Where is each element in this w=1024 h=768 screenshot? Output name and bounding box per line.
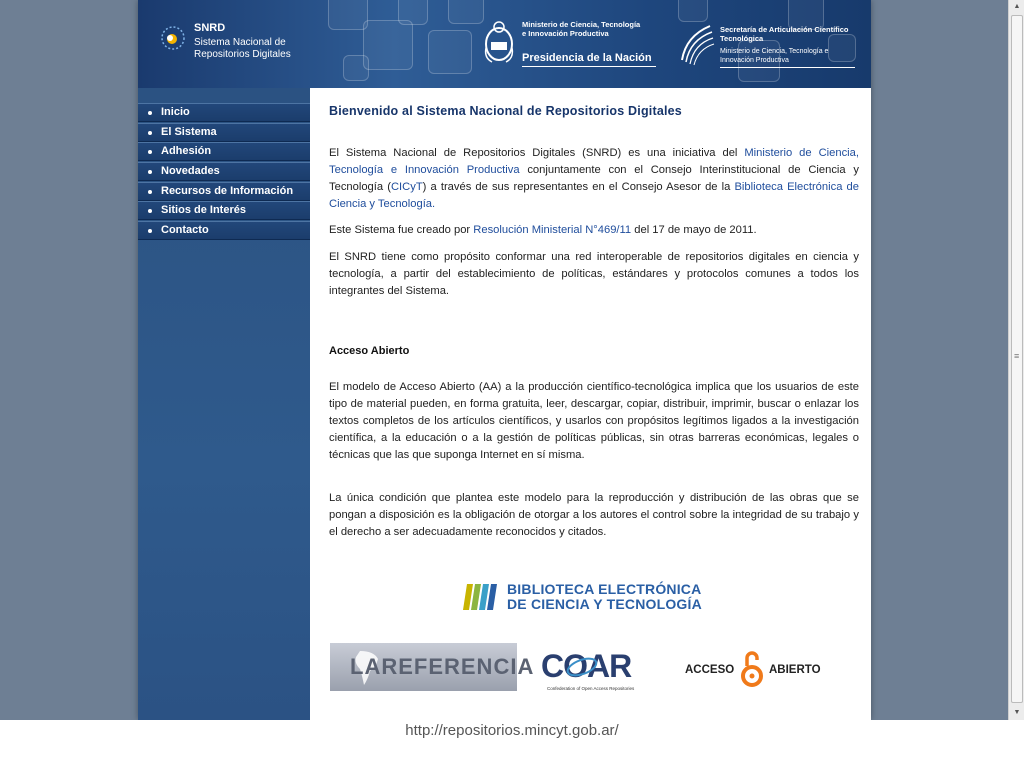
open-access-paragraph: El modelo de Acceso Abierto (AA) a la producción científico-tecnológica implica que los usuarios de este tipo de material pueden, en forma gratuita, leer, descargar, copiar, distribuir, imprimir, buscar o enlazar los textos completos de los artículos científicos, y usarlos con propósitos legítimos ligados a la investigación científica, a la educación o a la gestión de políticas públicas, sin otras barreras económicas, legales o técnicas que las que suponga Internet en sí misma. — [329, 381, 859, 461]
nav-item-el-sistema[interactable] — [138, 123, 310, 142]
bullet-icon — [148, 131, 152, 135]
bullet-icon — [148, 111, 152, 115]
text: del 17 de mayo de 2011. — [631, 224, 757, 236]
open-lock-icon — [739, 650, 765, 688]
snrd-title: SNRD — [194, 22, 226, 34]
biblioteca-bars-icon — [459, 584, 501, 610]
nav-label: El Sistema — [161, 125, 217, 138]
nav-label: Sitios de Interés — [161, 204, 246, 217]
nav-label: Adhesión — [161, 145, 212, 158]
cicyt-link[interactable]: CICyT — [390, 181, 423, 193]
la-referencia-text: LAREFERENCIA — [350, 654, 535, 679]
secretary-emblem-icon — [678, 22, 716, 66]
snrd-logo[interactable] — [158, 20, 298, 70]
abierto-text: ABIERTO — [769, 664, 821, 676]
nav-label: Novedades — [161, 165, 220, 178]
biblioteca-line2: DE CIENCIA Y TECNOLOGÍA — [507, 596, 702, 612]
biblioteca-link[interactable]: Biblioteca Electrónica de Ciencia y Tecnología. — [329, 181, 859, 210]
snrd-subtitle: Sistema Nacional de Repositorios Digitales — [194, 37, 291, 60]
acceso-text: ACCESO — [685, 664, 735, 676]
condition-paragraph: La única condición que plantea este modelo para la reproducción y distribución de las obras que se pongan a disposición es la obligación de otorgar a los autores el control sobre la integridad de su trabajo y el derecho a ser adecuadamente reconocidos y citados. — [329, 492, 859, 538]
nav-item-recursos[interactable] — [138, 182, 310, 201]
bullet-icon — [148, 229, 152, 233]
resolution-link[interactable]: Resolución Ministerial N°469/11 — [473, 224, 632, 236]
bullet-icon — [148, 209, 152, 213]
coar-text: COAR — [541, 648, 632, 684]
header-banner — [138, 0, 871, 88]
biblioteca-name — [507, 582, 702, 612]
sidebar-nav — [138, 88, 310, 720]
section-title: Acceso Abierto — [329, 345, 410, 357]
biblioteca-line1: BIBLIOTECA ELECTRÓNICA — [507, 581, 702, 597]
coar-globe-icon — [565, 651, 599, 683]
nav-label: Inicio — [161, 106, 190, 118]
la-referencia-logo[interactable] — [330, 643, 535, 691]
resolution-paragraph — [329, 222, 859, 239]
nav-label: Recursos de Información — [161, 184, 294, 197]
intro-paragraph — [329, 145, 859, 213]
grip-icon: ≡ — [1014, 351, 1020, 361]
text: conjuntamente con el Consejo Interinstitucional de Ciencia y Tecnología ( — [329, 164, 859, 193]
presidency-label: Presidencia de la Nación — [522, 52, 656, 67]
nav-item-inicio[interactable] — [138, 103, 310, 122]
web-page — [138, 0, 871, 720]
coar-subtitle: Confederation of Open Access Repositories — [547, 686, 635, 691]
nav-item-adhesion[interactable] — [138, 142, 310, 161]
text: El Sistema Nacional de Repositorios Digitales (SNRD) es una iniciativa del — [329, 147, 745, 159]
ministry-link[interactable]: Ministerio de Ciencia, Tecnología e Innovación Productiva — [329, 147, 859, 176]
text: Este Sistema fue creado por — [329, 224, 474, 236]
bullet-icon — [148, 150, 152, 154]
scroll-down-arrow-icon[interactable]: ▼ — [1013, 709, 1021, 716]
main-content — [329, 88, 859, 720]
secretary-ministry: Ministerio de Ciencia, Tecnología e Innovación Productiva — [720, 47, 855, 68]
text: ) a través de sus representantes en el Consejo Asesor de la — [422, 181, 735, 193]
ministry-name: Ministerio de Ciencia, Tecnología e Innovación Productiva — [522, 20, 641, 38]
page-title: Bienvenido al Sistema Nacional de Repositorios Digitales — [329, 104, 682, 118]
nav-label: Contacto — [161, 224, 209, 237]
coar-logo[interactable] — [541, 648, 653, 694]
secretary-name: Secretaría de Articulación Científico Tecnológica — [720, 25, 849, 43]
vertical-scrollbar[interactable] — [1008, 0, 1024, 720]
purpose-paragraph: El SNRD tiene como propósito conformar una red interoperable de repositorios digitales en ciencia y tecnología, a partir del establecimiento de políticas, estándares y protocolos comunes a todos los integrantes del Sistema. — [329, 251, 859, 297]
scroll-up-arrow-icon[interactable]: ▲ — [1013, 3, 1021, 10]
bullet-icon — [148, 170, 152, 174]
nav-item-contacto[interactable] — [138, 221, 310, 240]
acceso-abierto-logo[interactable] — [685, 650, 835, 690]
biblioteca-logo[interactable] — [459, 580, 719, 614]
argentina-coat-of-arms-icon — [482, 18, 516, 66]
bullet-icon — [148, 190, 152, 194]
snrd-icon — [160, 24, 186, 50]
url-caption: http://repositorios.mincyt.gob.ar/ — [405, 722, 619, 739]
secretary-logo[interactable] — [678, 20, 858, 72]
scrollbar-thumb[interactable] — [1011, 15, 1023, 703]
ministry-logo[interactable] — [482, 16, 658, 74]
nav-item-sitios[interactable] — [138, 201, 310, 220]
nav-item-novedades[interactable] — [138, 162, 310, 181]
